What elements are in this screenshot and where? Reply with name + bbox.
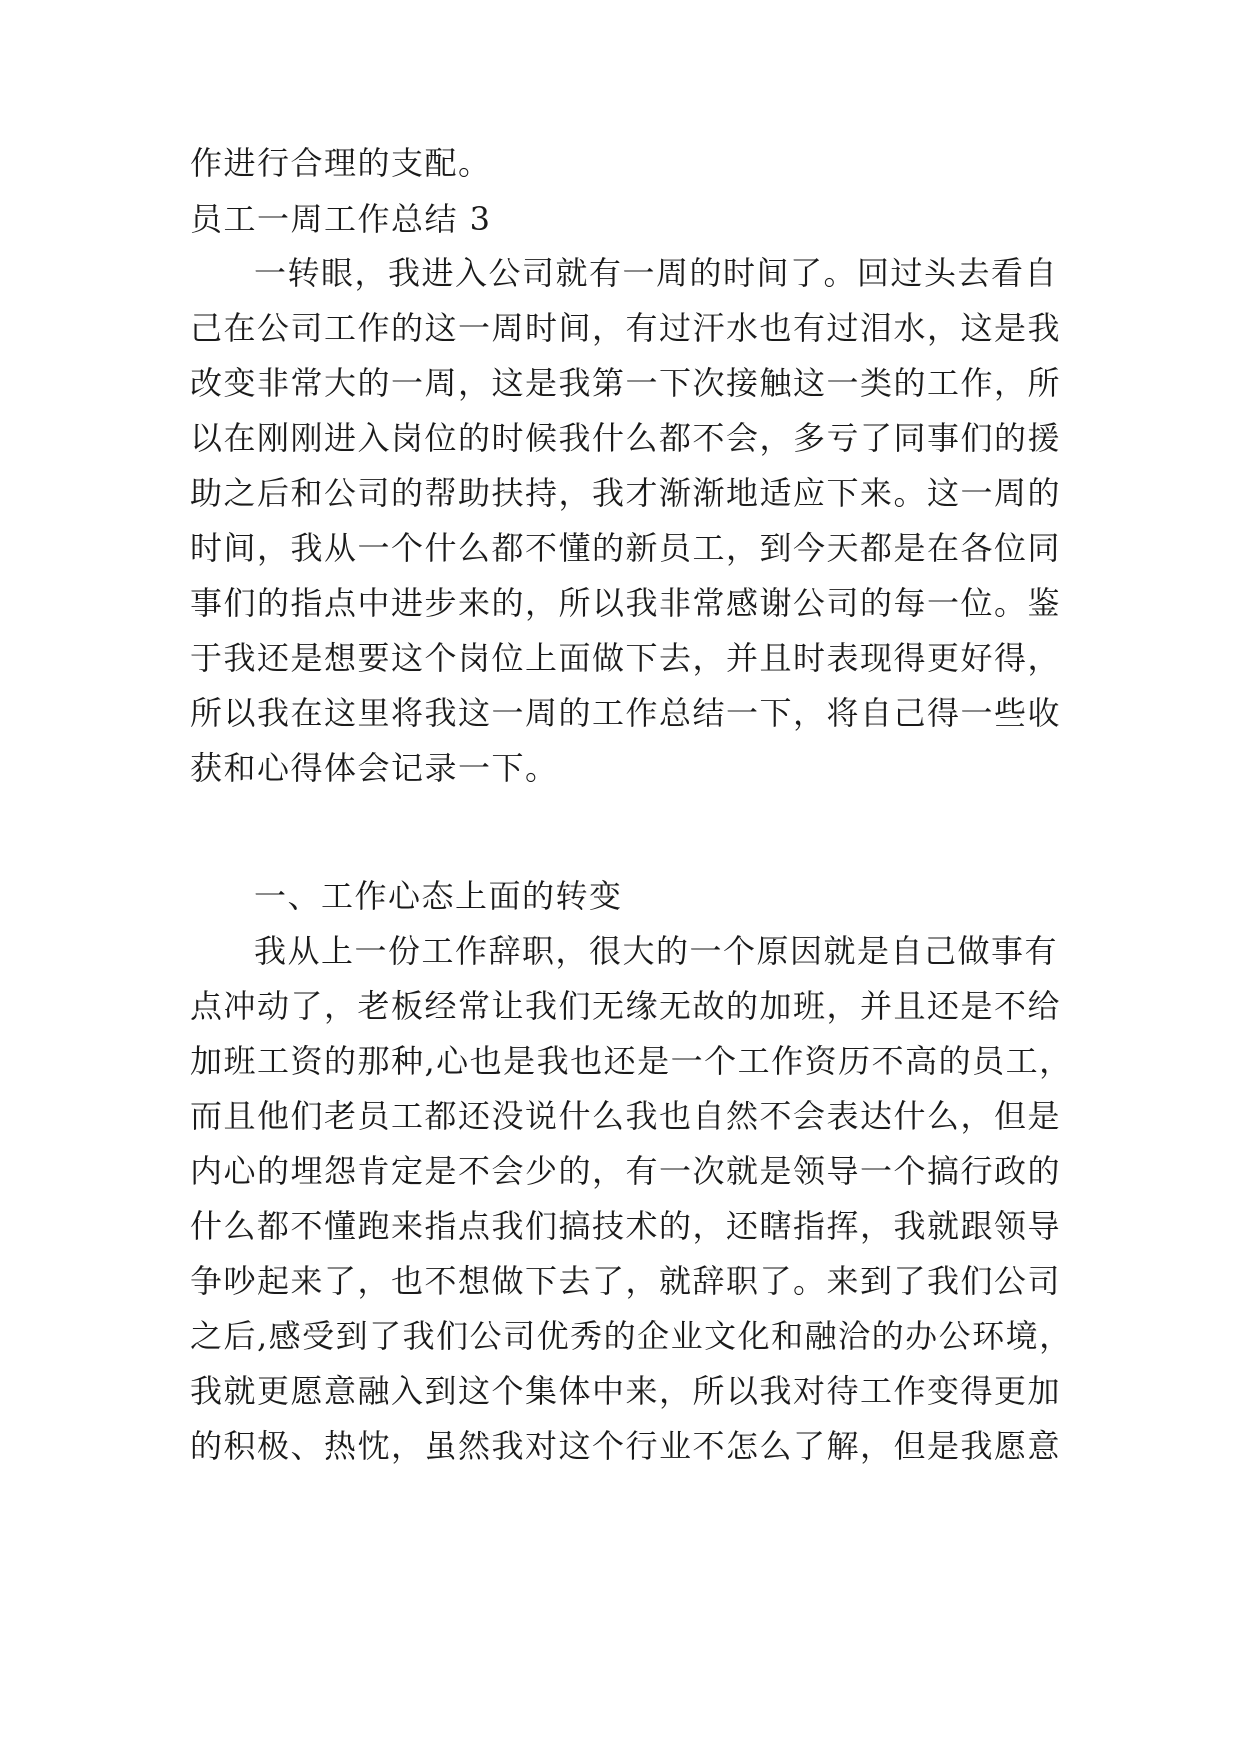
paragraph-line: 所以我在这里将我这一周的工作总结一下，将自己得一些收	[190, 694, 1062, 732]
paragraph-line: 我就更愿意融入到这个集体中来，所以我对待工作变得更加	[190, 1372, 1062, 1410]
paragraph-line: 助之后和公司的帮助扶持，我才渐渐地适应下来。这一周的	[190, 474, 1062, 512]
paragraph-line: 改变非常大的一周，这是我第一下次接触这一类的工作，所	[190, 364, 1062, 402]
paragraph-line: 以在刚刚进入岗位的时候我什么都不会，多亏了同事们的援	[190, 419, 1062, 457]
paragraph-line: 一转眼，我进入公司就有一周的时间了。回过头去看自	[254, 254, 1059, 292]
paragraph-line: 的积极、热忱，虽然我对这个行业不怎么了解，但是我愿意	[190, 1427, 1062, 1465]
paragraph-line: 之后,感受到了我们公司优秀的企业文化和融洽的办公环境，	[190, 1317, 1073, 1355]
paragraph-line: 我从上一份工作辞职，很大的一个原因就是自己做事有	[254, 932, 1059, 970]
paragraph-line: 事们的指点中进步来的，所以我非常感谢公司的每一位。鉴	[190, 584, 1062, 622]
paragraph-line: 点冲动了，老板经常让我们无缘无故的加班，并且还是不给	[190, 987, 1062, 1025]
paragraph-line: 内心的埋怨肯定是不会少的，有一次就是领导一个搞行政的	[190, 1152, 1062, 1190]
paragraph-line: 己在公司工作的这一周时间，有过汗水也有过泪水，这是我	[190, 309, 1062, 347]
section-title: 员工一周工作总结 3	[190, 200, 492, 238]
paragraph-line: 什么都不懂跑来指点我们搞技术的，还瞎指挥，我就跟领导	[190, 1207, 1062, 1245]
subsection-heading: 一、工作心态上面的转变	[254, 877, 623, 915]
paragraph-line: 作进行合理的支配。	[190, 144, 492, 182]
paragraph-line: 于我还是想要这个岗位上面做下去，并且时表现得更好得，	[190, 639, 1062, 677]
paragraph-line: 争吵起来了，也不想做下去了，就辞职了。来到了我们公司	[190, 1262, 1062, 1300]
paragraph-line: 加班工资的那种,心也是我也还是一个工作资历不高的员工，	[190, 1042, 1073, 1080]
paragraph-line: 获和心得体会记录一下。	[190, 749, 559, 787]
paragraph-line: 而且他们老员工都还没说什么我也自然不会表达什么，但是	[190, 1097, 1062, 1135]
paragraph-line: 时间，我从一个什么都不懂的新员工，到今天都是在各位同	[190, 529, 1062, 567]
